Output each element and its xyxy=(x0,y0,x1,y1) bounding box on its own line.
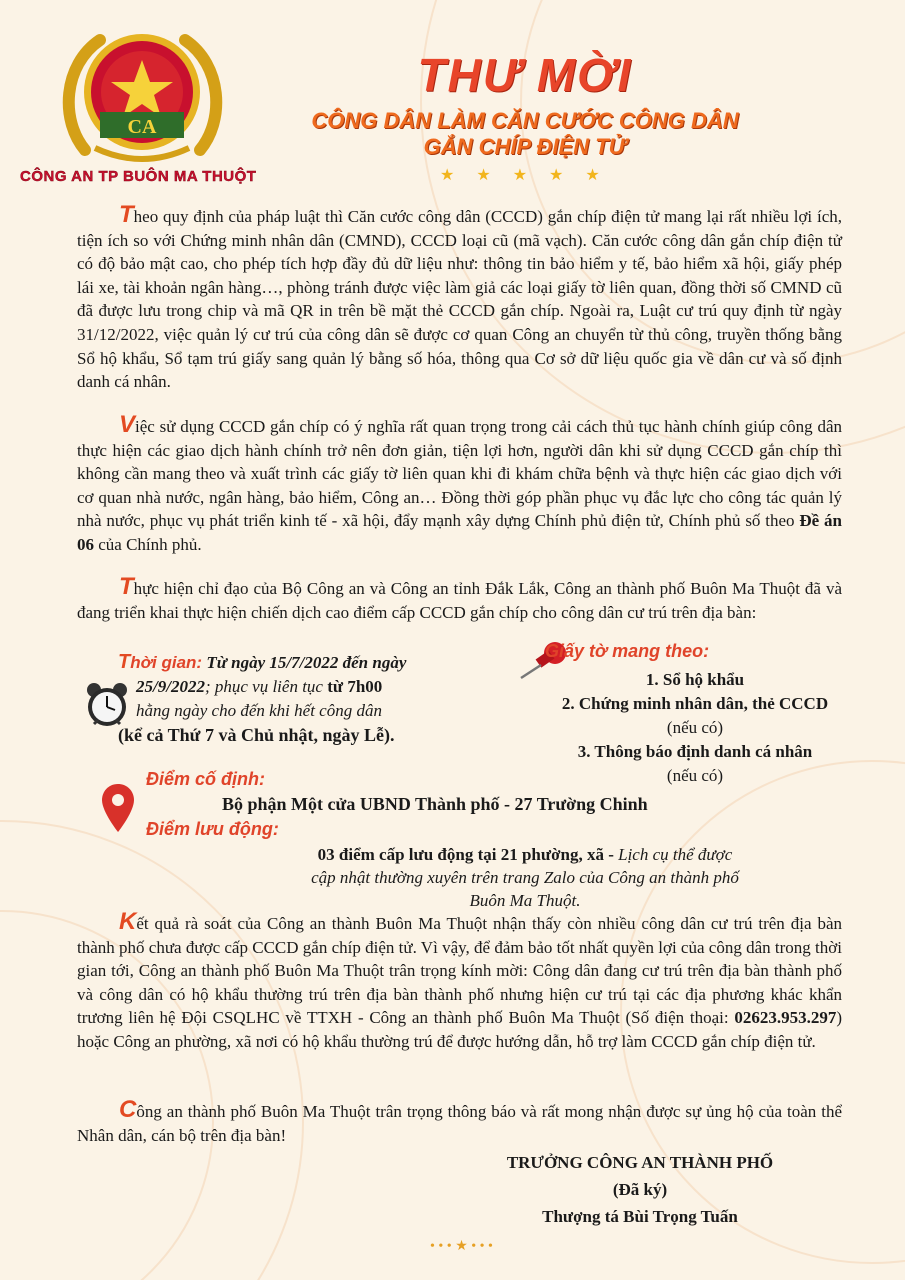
invitation-subtitle-line1: CÔNG DÂN LÀM CĂN CƯỚC CÔNG DÂN xyxy=(311,108,739,133)
mobile-location-label: Điểm lưu động: xyxy=(146,819,279,839)
document-item-2-note: (nếu có) xyxy=(666,718,724,737)
paragraph-4: Kết quả rà soát của Công an thành Buôn Ma Thuột nhận thấy còn nhiều công dân cư trú trên địa bàn thành phố chưa được cấp CCCD gắn chíp điện tử. Vì vậy, để đảm bảo tốt nhất quyền lợi của công dân trong thời gian tới, Công an thành phố Buôn Ma Thuột trân trọng kính mời: Công dân đang cư trú trên địa bàn thành phố và công dân có hộ khẩu thường trú trên địa bàn thành phố nhưng hiện cư trú tại các địa phương khác khẩn trương liên hệ Đội CSQLHC về TTXH - Công an thành phố Buôn Ma Thuột (Số điện thoại: 02623.953.297) hoặc Công an phường, xã nơi có hộ khẩu thường trú để được hướng dẫn, hỗ trợ làm CCCD gắn chíp điện tử. xyxy=(77,908,842,1051)
location-pin-icon xyxy=(100,782,136,834)
paragraph-1: Theo quy định của pháp luật thì Căn cước công dân (CCCD) gắn chíp điện tử mang lại rất nhiều lợi ích, tiện ích so với Chứng minh nhân dân (CMND), CCCD loại cũ (mã vạch). Căn cước công dân gắn chíp điện tử có độ bảo mật cao, cho phép tích hợp đầy đủ dữ liệu như: thông tin bảo hiểm y tế, bảo hiểm xã hội, giấy phép lái xe, tài khoản ngân hàng…, phòng tránh được việc làm giả các loại giấy tờ liên quan, đồng thời số CMND cũ đã được lưu trong chip và mã QR in trên bề mặt thẻ CCCD gắn chíp. Ngoài ra, Luật cư trú quy định từ ngày 31/12/2022, việc quản lý cư trú của công dân sẽ được cơ quan Công an chuyển từ thủ công, truyền thống bằng Sổ hộ khẩu, Sổ tạm trú giấy sang quản lý bằng số hóa, thông qua Cơ sở dữ liệu quốc gia về dân cư và số định danh cá nhân. xyxy=(77,201,842,392)
organization-name: CÔNG AN TP BUÔN MA THUỘT xyxy=(20,168,257,185)
svg-text:CA: CA xyxy=(127,116,157,138)
signature-signed: (Đã ký) xyxy=(612,1180,668,1199)
document-item-3-note: (nếu có) xyxy=(666,766,724,785)
header xyxy=(0,0,905,200)
documents-label: Giấy tờ mang theo: xyxy=(545,641,710,661)
schedule-line4: (kể cả Thứ 7 và Chủ nhật, ngày Lễ). xyxy=(118,725,395,745)
paragraph-2: Việc sử dụng CCCD gắn chíp có ý nghĩa rất quan trọng trong cải cách thủ tục hành chính giúp công dân thực hiện các giao dịch hành chính trở nên đơn giản, tiện lợi hơn, người dân khi sử dụng CCCD gắn chíp thì không cần mang theo và xuất trình các giấy tờ liên quan khi đi khám chữa bệnh và thực hiện các giao dịch với cơ quan nhà nước, ngân hàng, bảo hiểm, Công an… Đồng thời góp phần phục vụ đắc lực cho công tác quản lý nhà nước, phục vụ phát triển kinh tế - xã hội, đẩy mạnh xây dựng Chính phủ điện tử, Chính phủ số theo Đề án 06 của Chính phủ. xyxy=(77,411,842,554)
header-stars: ★ ★ ★ ★ ★ xyxy=(440,167,609,184)
documents-list xyxy=(510,668,880,788)
paragraph-3: Thực hiện chỉ đạo của Bộ Công an và Công an tỉnh Đắk Lắk, Công an thành phố Buôn Ma Thuột đã và đang triển khai thực hiện chiến dịch cao điểm cấp CCCD gắn chíp cho công dân cư trú trên địa bàn: xyxy=(77,573,842,622)
drop-cap: K xyxy=(119,908,137,935)
schedule-line3: hằng ngày cho đến khi hết công dân xyxy=(136,701,382,720)
schedule-line1: Thời gian: Từ ngày 15/7/2022 đến ngày xyxy=(118,651,407,673)
invitation-title: THƯ MỜI xyxy=(417,49,633,101)
fixed-location-label: Điểm cố định: xyxy=(146,769,266,789)
document-item-3: 3. Thông báo định danh cá nhân xyxy=(577,742,813,761)
signature-title: TRƯỞNG CÔNG AN THÀNH PHỐ xyxy=(506,1153,774,1172)
signature-name: Thượng tá Bùi Trọng Tuấn xyxy=(542,1207,738,1226)
drop-cap: V xyxy=(119,411,136,438)
drop-cap: T xyxy=(119,573,134,600)
schedule-block xyxy=(118,650,498,747)
footer-stars: • • • ★ • • • xyxy=(430,1239,493,1254)
alarm-clock-icon xyxy=(82,680,132,730)
drop-cap: C xyxy=(119,1096,137,1123)
document-item-1: 1. Sổ hộ khẩu xyxy=(645,670,745,689)
invitation-subtitle-line2: GẮN CHÍP ĐIỆN TỬ xyxy=(423,134,627,159)
schedule-line2: 25/9/2022; phục vụ liên tục từ 7h00 xyxy=(136,677,383,696)
document-item-2: 2. Chứng minh nhân dân, thẻ CCCD xyxy=(561,694,829,713)
police-emblem-icon xyxy=(55,20,230,170)
mobile-location-value: 03 điểm cấp lưu động tại 21 phường, xã - Lịch cụ thể được cập nhật thường xuyên trên trang Zalo của Công an thành phố Buôn Ma Thuột. xyxy=(311,845,739,910)
fixed-location-value: Bộ phận Một cửa UBND Thành phố - 27 Trường Chinh xyxy=(222,794,648,814)
paragraph-5: Công an thành phố Buôn Ma Thuột trân trọng thông báo và rất mong nhận được sự ủng hộ của toàn thể Nhân dân, cán bộ trên địa bàn! xyxy=(77,1096,842,1145)
drop-cap: T xyxy=(119,201,134,228)
